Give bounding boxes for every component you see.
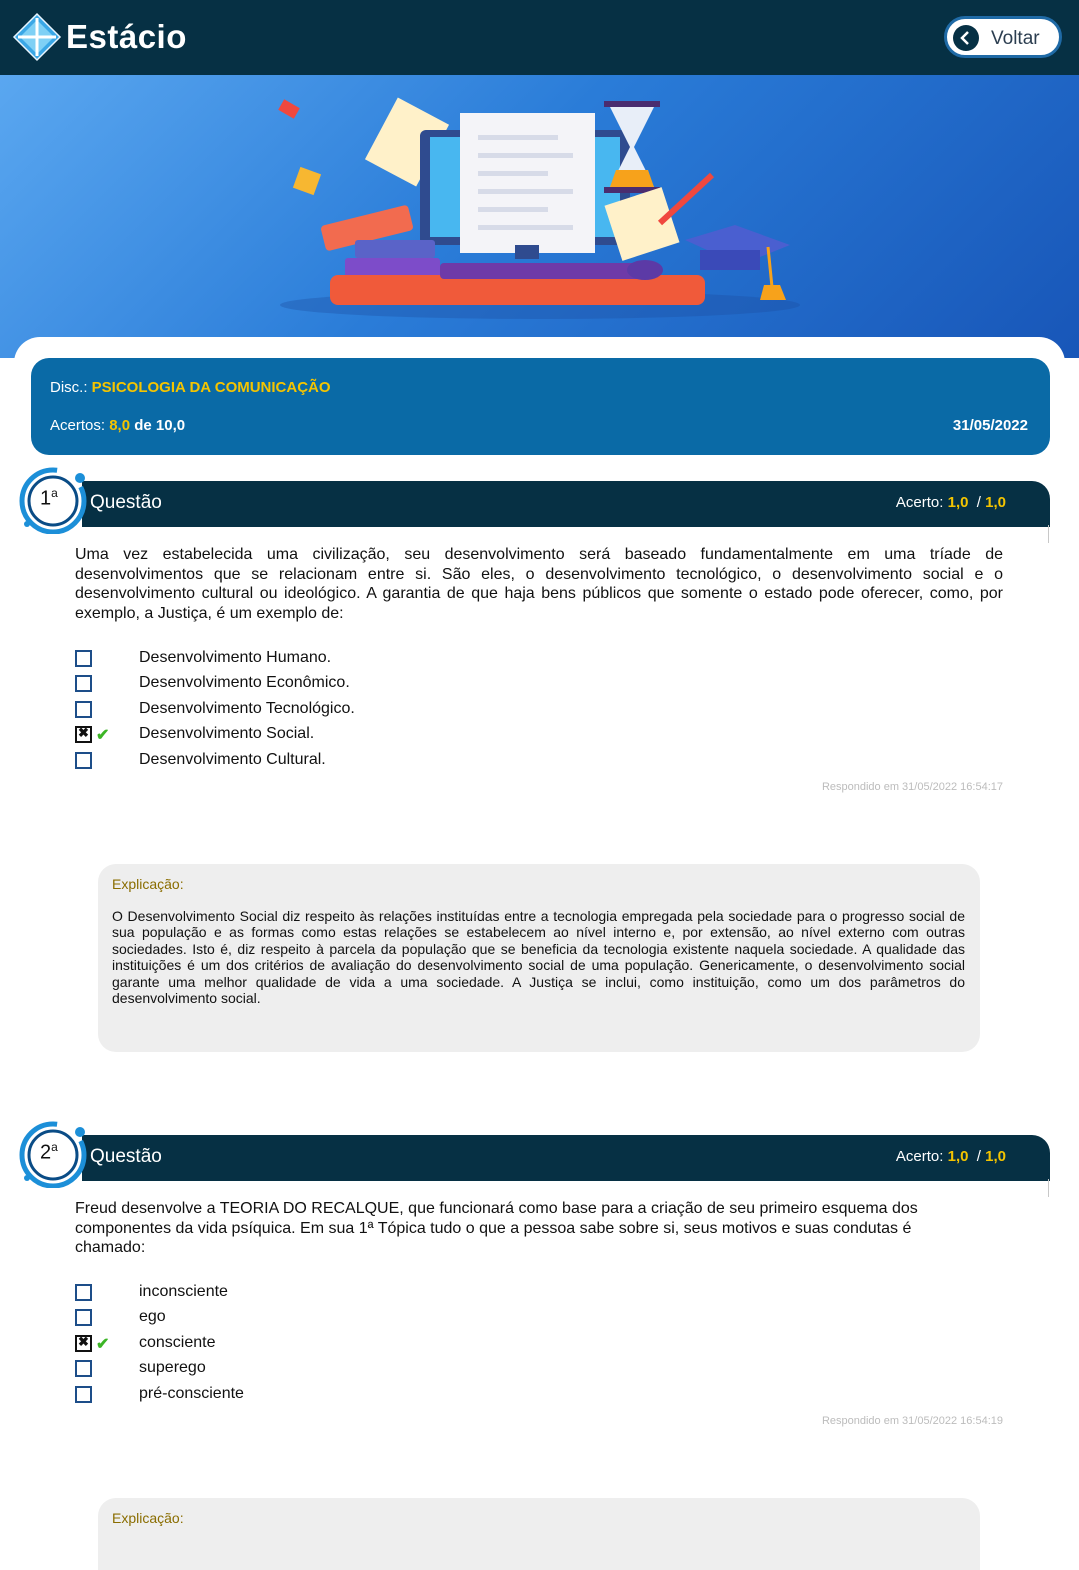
study-illustration-icon (0, 75, 1079, 358)
option-label: Desenvolvimento Tecnológico. (139, 700, 355, 717)
question-2-number (40, 1140, 58, 1165)
top-bar (0, 0, 1079, 75)
exam-date: 31/05/2022 (952, 417, 1028, 434)
correct-check-icon: ✔ (96, 727, 110, 744)
question-1-edge (1048, 525, 1049, 543)
question-1-score-total: 1,0 (985, 494, 1006, 511)
option-label: Desenvolvimento Social. (139, 725, 315, 742)
option-label: consciente (139, 1334, 216, 1351)
question-2-title: Questão (90, 1146, 162, 1167)
question-1-title: Questão (90, 492, 162, 513)
explanation-title: Explicação: (112, 876, 184, 892)
option-label: pré-consciente (139, 1385, 244, 1402)
checkbox-checked[interactable] (75, 726, 92, 743)
checkbox[interactable] (75, 752, 92, 769)
option-label: inconsciente (139, 1283, 228, 1300)
chevron-left-icon (953, 25, 979, 51)
question-2-score (896, 1148, 1006, 1165)
option-label: Desenvolvimento Humano. (139, 649, 332, 666)
discipline-name: PSICOLOGIA DA COMUNICAÇÃO (91, 379, 331, 396)
score-label: Acertos: (50, 417, 110, 434)
question-2-explanation (98, 1498, 980, 1570)
question-2-score-label: Acerto: (895, 1148, 948, 1165)
back-button[interactable] (944, 16, 1062, 58)
score-line (50, 417, 185, 434)
question-2-number-sup: a (51, 1140, 58, 1154)
question-1-number-sup: a (51, 486, 58, 500)
question-2-number-badge (18, 1118, 88, 1188)
checkbox[interactable] (75, 1309, 92, 1326)
question-2-score-total: 1,0 (985, 1148, 1006, 1165)
discipline-info-card (31, 358, 1050, 455)
back-button-label: Voltar (991, 28, 1040, 49)
question-2-answered-time: Respondido em 31/05/2022 16:54:19 (821, 1415, 1003, 1427)
question-2-edge (1048, 1179, 1049, 1197)
score-total: de 10,0 (130, 417, 186, 434)
explanation-body: O Desenvolvimento Social diz respeito às relações instituídas entre a tecnologia empregada pela sociedade para o progresso social de sua população e as formas como estas relações se estabelecem ao nível interno e, por extensão, ao nível externo com outras sociedades. Isto é, diz respeito à parcela da população que se beneficia da tecnologia existente naquela sociedade. A qualidade das instituições é um dos critérios de avaliação do desenvolvimento social de uma população. Genericamente, o desenvolvimento social garante uma melhor qualidade de vida a uma sociedade. A Justiça se inclui, como instituição, como um dos parâmetros do desenvolvimento social. (112, 908, 965, 1007)
question-2-score-value: 1,0 (947, 1148, 969, 1165)
checkbox[interactable] (75, 1284, 92, 1301)
question-1-score-value: 1,0 (947, 494, 969, 511)
question-2-text: Freud desenvolve a TEORIA DO RECALQUE, que funcionará como base para a criação de seu primeiro esquema dos componentes da vida psíquica. Em sua 1ª Tópica tudo o que a pessoa sabe sobre si, seus motivos e suas condutas é chamado: (75, 1200, 918, 1256)
checkbox[interactable] (75, 1360, 92, 1377)
option-label: Desenvolvimento Econômico. (139, 674, 350, 691)
discipline-line (50, 379, 331, 396)
question-1-explanation (98, 864, 980, 1052)
question-1-header (82, 481, 1050, 527)
question-1-number-digit: 1 (40, 487, 52, 510)
explanation-title: Explicação: (112, 1510, 184, 1526)
option-label: Desenvolvimento Cultural. (139, 751, 326, 768)
checkbox[interactable] (75, 675, 92, 692)
question-1-answered-time: Respondido em 31/05/2022 16:54:17 (821, 781, 1003, 793)
checkbox[interactable] (75, 1386, 92, 1403)
question-2-number-digit: 2 (40, 1141, 52, 1164)
estacio-logo-icon (12, 12, 62, 62)
checkbox[interactable] (75, 650, 92, 667)
option-label: superego (139, 1359, 206, 1376)
checkbox-checked[interactable] (75, 1335, 92, 1352)
question-1-text: Uma vez estabelecida uma civilização, seu desenvolvimento será baseado fundamentalmente em uma tríade de desenvolvimentos que se relacionam entre si. São eles, o desenvolvimento tecnológico, o desenvolvimento social e o desenvolvimento cultural ou ideológico. A garantia de que haja bens públicos que somente o estado pode oferecer, como, por exemplo, a Justiça, é um exemplo de: (75, 546, 1003, 622)
score-value: 8,0 (109, 417, 131, 434)
question-1-score-label: Acerto: (895, 494, 948, 511)
question-2-score-sep: / (968, 1148, 986, 1165)
correct-check-icon: ✔ (96, 1336, 110, 1353)
checkbox[interactable] (75, 701, 92, 718)
question-1-number (40, 486, 58, 511)
question-2-header (82, 1135, 1050, 1181)
hero-banner (0, 75, 1079, 358)
brand-name: Estácio (66, 18, 187, 55)
option-label: ego (139, 1308, 166, 1325)
discipline-label: Disc.: (50, 379, 92, 396)
question-1-number-badge (18, 464, 88, 534)
question-1-score (896, 494, 1006, 511)
question-1-score-sep: / (968, 494, 986, 511)
